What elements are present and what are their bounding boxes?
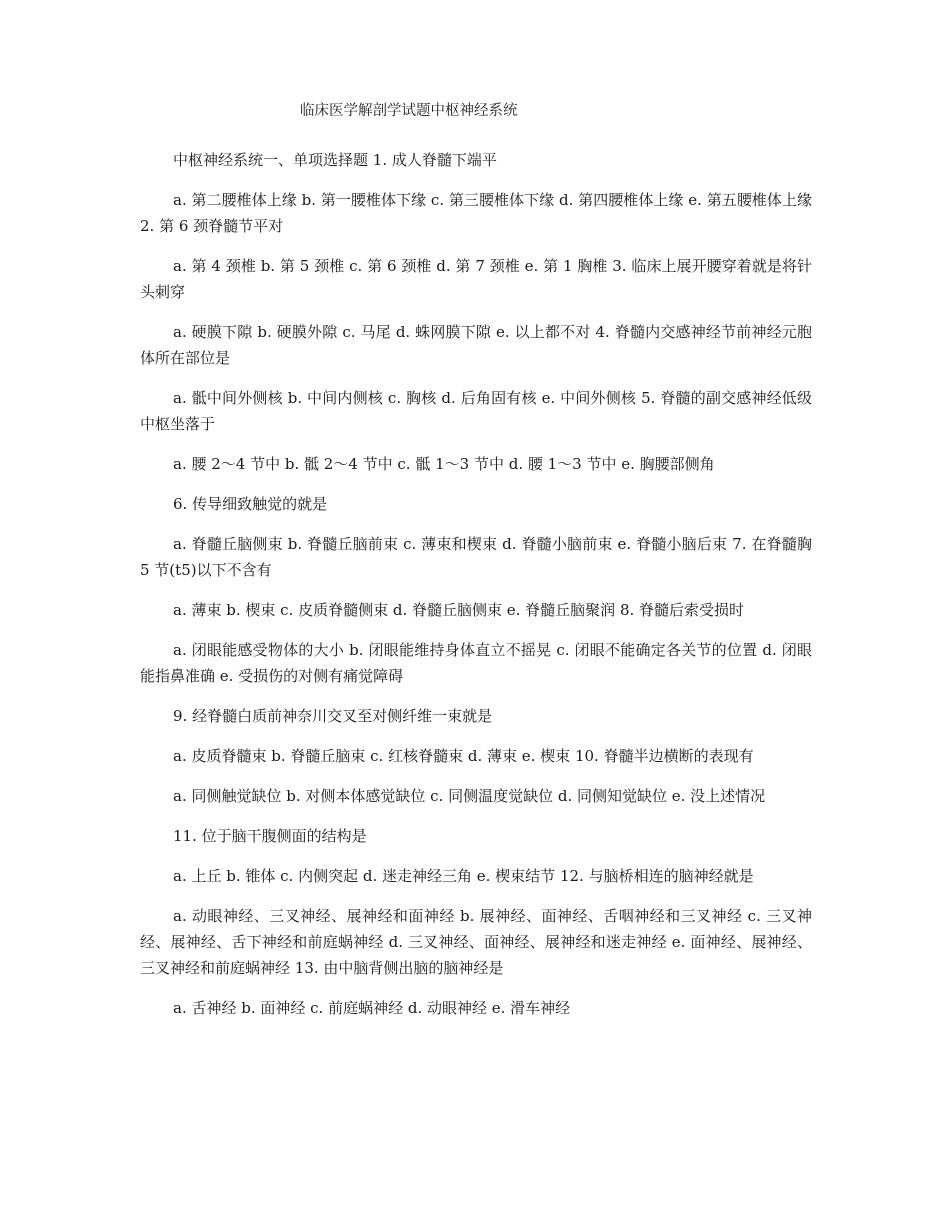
paragraph-options-q2-q3: a. 第 4 颈椎 b. 第 5 颈椎 c. 第 6 颈椎 d. 第 7 颈椎 e. 第 1 胸椎 3. 临床上展开腰穿着就是将针头刺穿 [140,257,812,301]
paragraph-options-q5: a. 腰 2～4 节中 b. 骶 2～4 节中 c. 骶 1～3 节中 d. 腰 1～3 节中 e. 胸腰部侧角 [173,455,715,473]
paragraph-question-6: 6. 传导细致触觉的就是 [173,495,328,513]
paragraph-options-q4-q5: a. 骶中间外侧核 b. 中间内侧核 c. 胸核 d. 后角固有核 e. 中间外侧核 5. 脊髓的副交感神经低级中枢坐落于 [140,389,812,433]
paragraph-options-q10: a. 同侧触觉缺位 b. 对侧本体感觉缺位 c. 同侧温度觉缺位 d. 同侧知觉缺位 e. 没上述情况 [173,787,766,805]
paragraph-options-q13: a. 舌神经 b. 面神经 c. 前庭蜗神经 d. 动眼神经 e. 滑车神经 [173,999,571,1017]
paragraph-options-q7-q8: a. 薄束 b. 楔束 c. 皮质脊髓侧束 d. 脊髓丘脑侧束 e. 脊髓丘脑聚润 8. 脊髓后索受损时 [173,601,745,619]
paragraph-options-q3-q4: a. 硬膜下隙 b. 硬膜外隙 c. 马尾 d. 蛛网膜下隙 e. 以上都不对 4. 脊髓内交感神经节前神经元胞体所在部位是 [140,323,812,367]
paragraph-options-q11-q12: a. 上丘 b. 锥体 c. 内侧突起 d. 迷走神经三角 e. 楔束结节 12. 与脑桥相连的脑神经就是 [173,867,754,885]
paragraph-options-q1-q2: a. 第二腰椎体上缘 b. 第一腰椎体下缘 c. 第三腰椎体下缘 d. 第四腰椎体上缘 e. 第五腰椎体上缘 2. 第 6 颈脊髓节平对 [140,191,812,235]
document-title: 临床医学解剖学试题中枢神经系统 [300,103,518,119]
paragraph-section-heading-q1: 中枢神经系统一、单项选择题 1. 成人脊髓下端平 [173,151,497,169]
paragraph-options-q8: a. 闭眼能感受物体的大小 b. 闭眼能维持身体直立不摇晃 c. 闭眼不能确定各关节的位置 d. 闭眼能指鼻准确 e. 受损伤的对侧有痛觉障碍 [140,641,812,685]
paragraph-options-q12-q13: a. 动眼神经、三叉神经、展神经和面神经 b. 展神经、面神经、舌咽神经和三叉神经 c. 三叉神经、展神经、舌下神经和前庭蜗神经 d. 三叉神经、面神经、展神经和迷走神经 e. 面神经、展神经、三叉神经和前庭蜗神经 13. 由中脑背侧出脑的脑神经是 [140,907,812,977]
paragraph-question-9: 9. 经脊髓白质前神奈川交叉至对侧纤维一束就是 [173,707,493,725]
paragraph-question-11: 11. 位于脑干腹侧面的结构是 [173,827,367,845]
paragraph-options-q9-q10: a. 皮质脊髓束 b. 脊髓丘脑束 c. 红核脊髓束 d. 薄束 e. 楔束 10. 脊髓半边横断的表现有 [173,747,754,765]
paragraph-options-q6-q7: a. 脊髓丘脑侧束 b. 脊髓丘脑前束 c. 薄束和楔束 d. 脊髓小脑前束 e. 脊髓小脑后束 7. 在脊髓胸 5 节(t5)以下不含有 [140,535,812,579]
document-body [140,147,812,1035]
